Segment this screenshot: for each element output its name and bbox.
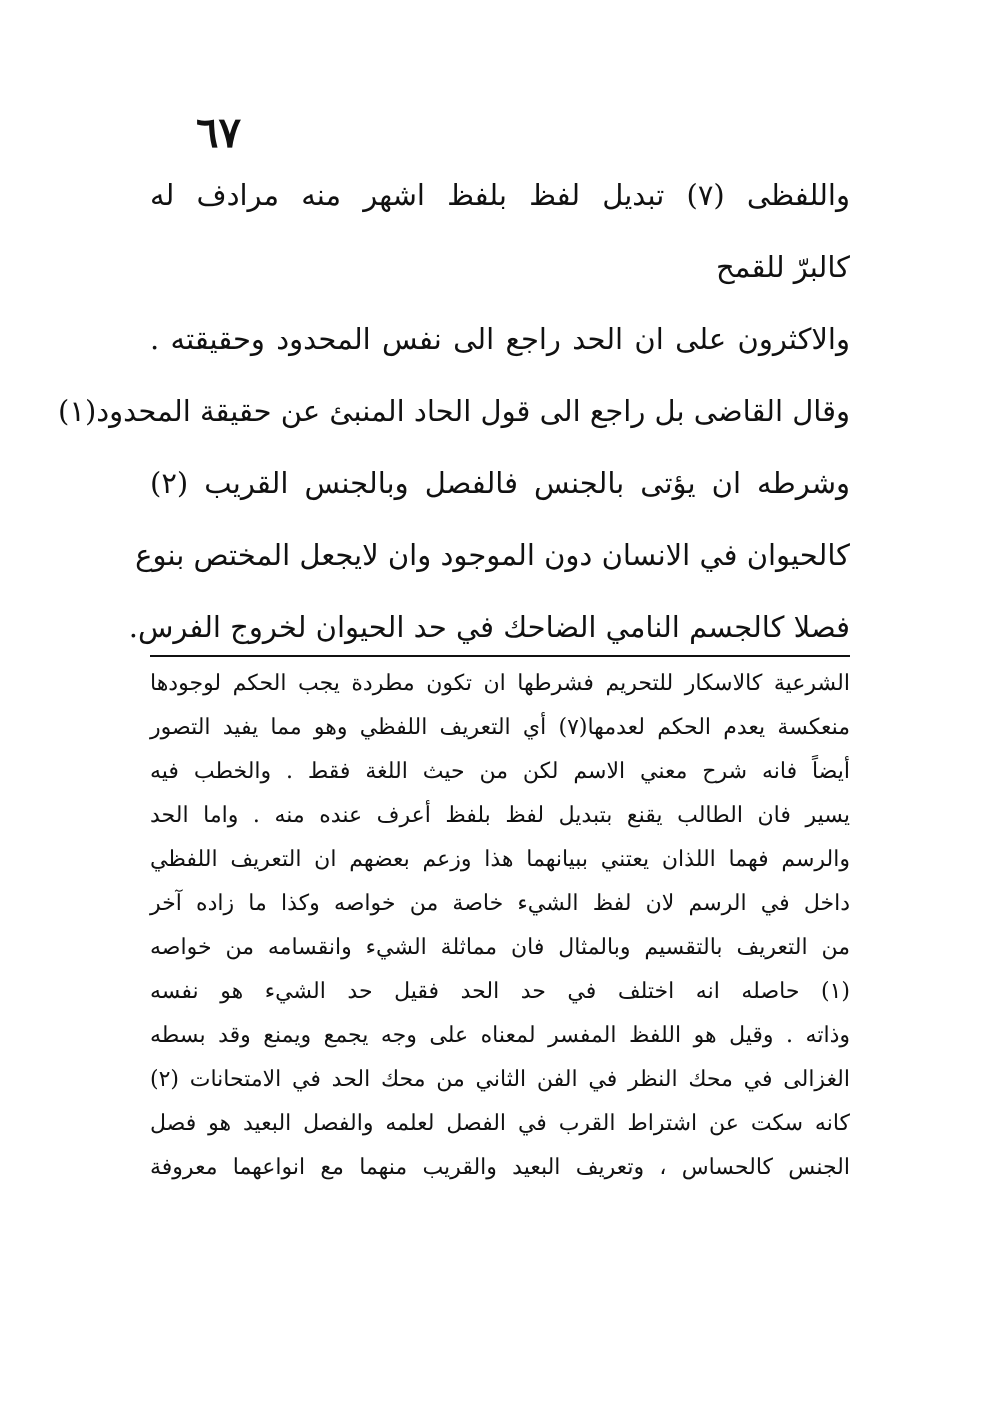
main-text-line: وقال القاضى بل راجع الى قول الحاد المنبئ عن حقيقة المحدود(١) (58, 394, 850, 428)
main-text-line: وشرطه ان يؤتى بالجنس فالفصل وبالجنس القريب (٢) (150, 466, 850, 500)
footnote-line: أيضاً فانه شرح معني الاسم لكن من حيث اللغة فقط . والخطب فيه (150, 759, 850, 784)
footnote-line: وذاته . وقيل هو اللفظ المفسر لمعناه على وجه يجمع ويمنع وقد بسطه (150, 1023, 850, 1048)
main-text-block (58, 175, 850, 679)
page-number: ٦٧ (196, 108, 242, 157)
footnote-line: من التعريف بالتقسيم وبالمثال فان مماثلة الشيء وانقسامه من خواصه (150, 935, 850, 960)
footnote-line: كانه سكت عن اشتراط القرب في الفصل لعلمه والفصل البعيد هو فصل (150, 1111, 850, 1136)
footnotes-block (150, 668, 850, 1196)
footnote-line: منعكسة يعدم الحكم لعدمها(٧) أي التعريف اللفظي وهو مما يفيد التصور (150, 715, 851, 740)
main-text-line: والاكثرون على ان الحد راجع الى نفس المحدود وحقيقته . (150, 322, 850, 356)
main-text-line: كالحيوان في الانسان دون الموجود وان لايجعل المختص بنوع (135, 538, 850, 572)
main-text-line: فصلا كالجسم النامي الضاحك في حد الحيوان لخروج الفرس. (128, 610, 850, 644)
main-text-line: واللفظى (٧) تبديل لفظ بلفظ اشهر منه مرادف له (150, 178, 850, 212)
footnote-line: داخل في الرسم لان لفظ الشيء خاصة من خواصه وكذا ما زاده آخر (150, 891, 850, 916)
footnote-line: الشرعية كالاسكار للتحريم فشرطها ان تكون مطردة يجب الحكم لوجودها (150, 671, 850, 696)
footnote-divider (150, 655, 850, 657)
footnote-line: والرسم فهما اللذان يعتني ببيانهما هذا وزعم بعضهم ان التعريف اللفظي (150, 847, 850, 872)
footnote-line: (١) حاصله انه اختلف في حد الحد فقيل حد الشيء هو نفسه (150, 979, 850, 1004)
footnote-line: يسير فان الطالب يقنع بتبديل لفظ بلفظ أعرف عنده منه . واما الحد (150, 803, 850, 828)
main-text-line: كالبرّ للقمح (715, 250, 850, 284)
footnote-line: الجنس كالحساس ، وتعريف البعيد والقريب منهما مع انواعهما معروفة (150, 1155, 850, 1180)
footnote-line: الغزالى في محك النظر في الفن الثاني من محك الحد في الامتحانات (٢) (150, 1067, 850, 1092)
